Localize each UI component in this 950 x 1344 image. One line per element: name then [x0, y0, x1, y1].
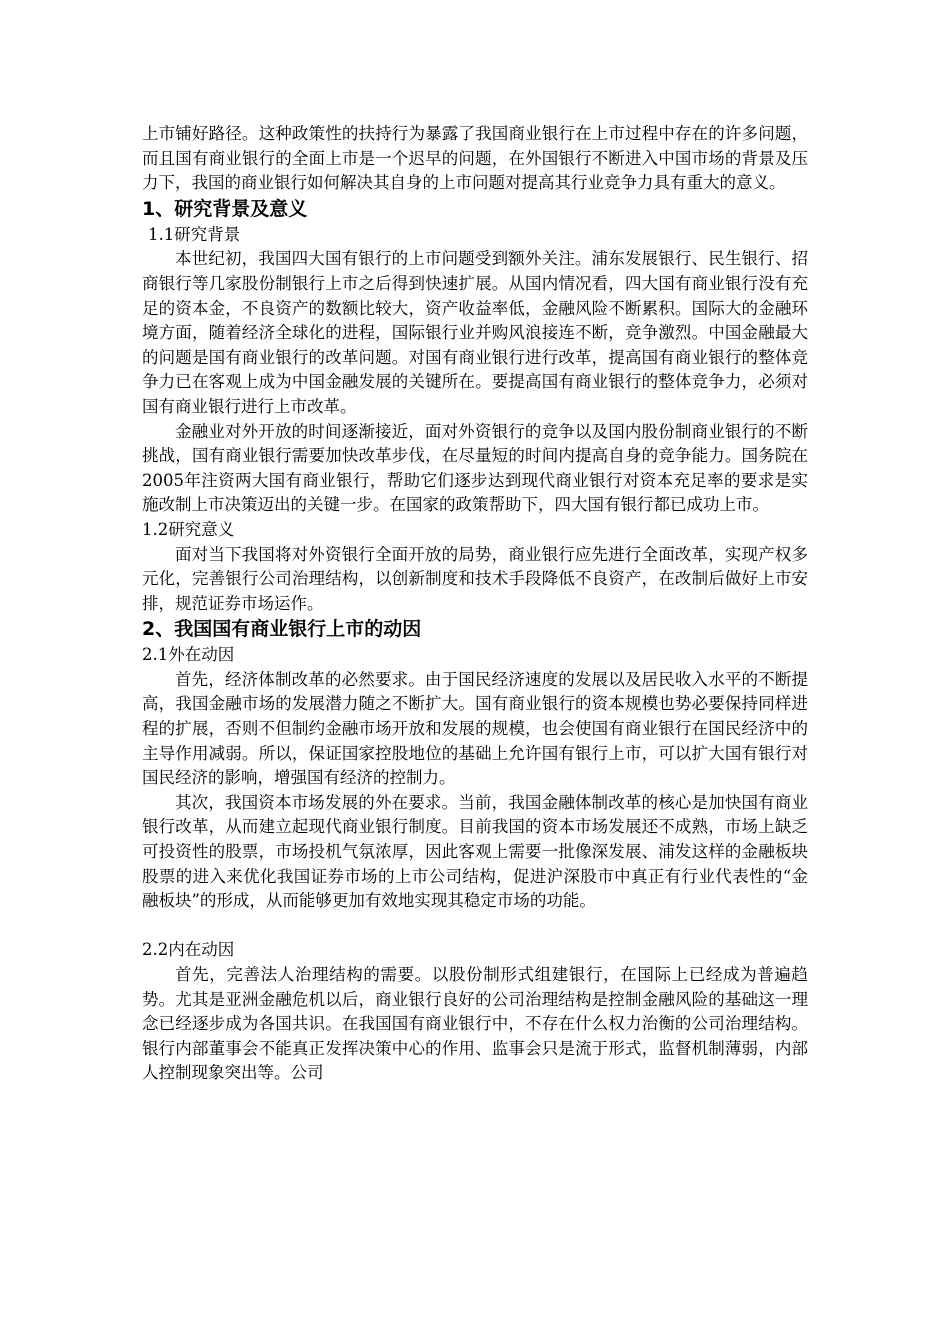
section-1-1-heading: 1.1研究背景 — [148, 224, 241, 244]
section-1-2-paragraph-1: 面对当下我国将对外资银行全面开放的局势，商业银行应先进行全面改革，实现产权多元化，完善银行公司治理结构，以创新制度和技术手段降低不良资产，在改制后做好上市安排，规范证券市场运作。 — [142, 544, 808, 613]
section-2-1-paragraph-1: 首先，经济体制改革的必然要求。由于国民经济速度的发展以及居民收入水平的不断提高，我国金融市场的发展潜力随之不断扩大。国有商业银行的资本规模也势必要保持同样进程的扩展，否则不但制约金融市场开放和发展的规模，也会使国有商业银行在国民经济中的主导作用减弱。所以，保证国家控股地位的基础上允许国有银行上市，可以扩大国有银行对国民经济的影响，增强国有经济的控制力。 — [142, 669, 808, 788]
section-1-heading: 1、研究背景及意义 — [142, 197, 308, 220]
intro-paragraph: 上市铺好路径。这种政策性的扶持行为暴露了我国商业银行在上市过程中存在的许多问题，而且国有商业银行的全面上市是一个迟早的问题，在外国银行不断进入中国市场的背景及压力下，我国的商业银行如何解决其自身的上市问题对提高其行业竞争力具有重大的意义。 — [142, 124, 808, 193]
section-2-2-heading: 2.2内在动因 — [142, 940, 235, 960]
section-2-1-heading: 2.1外在动因 — [142, 645, 235, 665]
paragraph-gap — [142, 914, 808, 939]
document-body — [142, 122, 808, 1086]
section-2-heading: 2、我国国有商业银行上市的动因 — [142, 618, 422, 641]
section-2-2-paragraph-1: 首先，完善法人治理结构的需要。以股份制形式组建银行，在国际上已经成为普遍趋势。尤其是亚洲金融危机以后，商业银行良好的公司治理结构是控制金融风险的基础这一理念已经逐步成为各国共识。在我国国有商业银行中，不存在什么权力治衡的公司治理结构。银行内部董事会不能真正发挥决策中心的作用、监事会只是流于形式，监督机制薄弱，内部人控制现象突出等。公司 — [142, 965, 808, 1083]
section-1-2-heading: 1.2研究意义 — [142, 519, 235, 539]
section-1-1-paragraph-1: 本世纪初，我国四大国有银行的上市问题受到额外关注。浦东发展银行、民生银行、招商银行等几家股份制银行上市之后得到快速扩展。从国内情况看，四大国有商业银行没有充足的资本金，不良资产的数额比较大，资产收益率低，金融风险不断累积。国际大的金融环境方面，随着经济全球化的进程，国际银行业并购风浪接连不断，竞争激烈。中国金融最大的问题是国有商业银行的改革问题。对国有商业银行进行改革，提高国有商业银行的整体竞争力已在客观上成为中国金融发展的关键所在。要提高国有商业银行的整体竞争力，必须对国有商业银行进行上市改革。 — [142, 249, 808, 416]
section-2-1-paragraph-2: 其次，我国资本市场发展的外在要求。当前，我国金融体制改革的核心是加快国有商业银行改革，从而建立起现代商业银行制度。目前我国的资本市场发展还不成熟，市场上缺乏可投资性的股票，市场投机气氛浓厚，因此客观上需要一批像深发展、浦发这样的金融板块股票的进入来优化我国证券市场的上市公司结构，促进沪深股市中真正有行业代表性的“金融板块”的形成，从而能够更加有效地实现其稳定市场的功能。 — [142, 792, 808, 911]
section-1-1-paragraph-2: 金融业对外开放的时间逐渐接近，面对外资银行的竞争以及国内股份制商业银行的不断挑战，国有商业银行需要加快改革步伐，在尽量短的时间内提高自身的竞争能力。国务院在2005年注资两大国有商业银行，帮助它们逐步达到现代商业银行对资本充足率的要求是实施改制上市决策迈出的关键一步。在国家的政策帮助下，四大国有银行都已成功上市。 — [142, 421, 808, 515]
